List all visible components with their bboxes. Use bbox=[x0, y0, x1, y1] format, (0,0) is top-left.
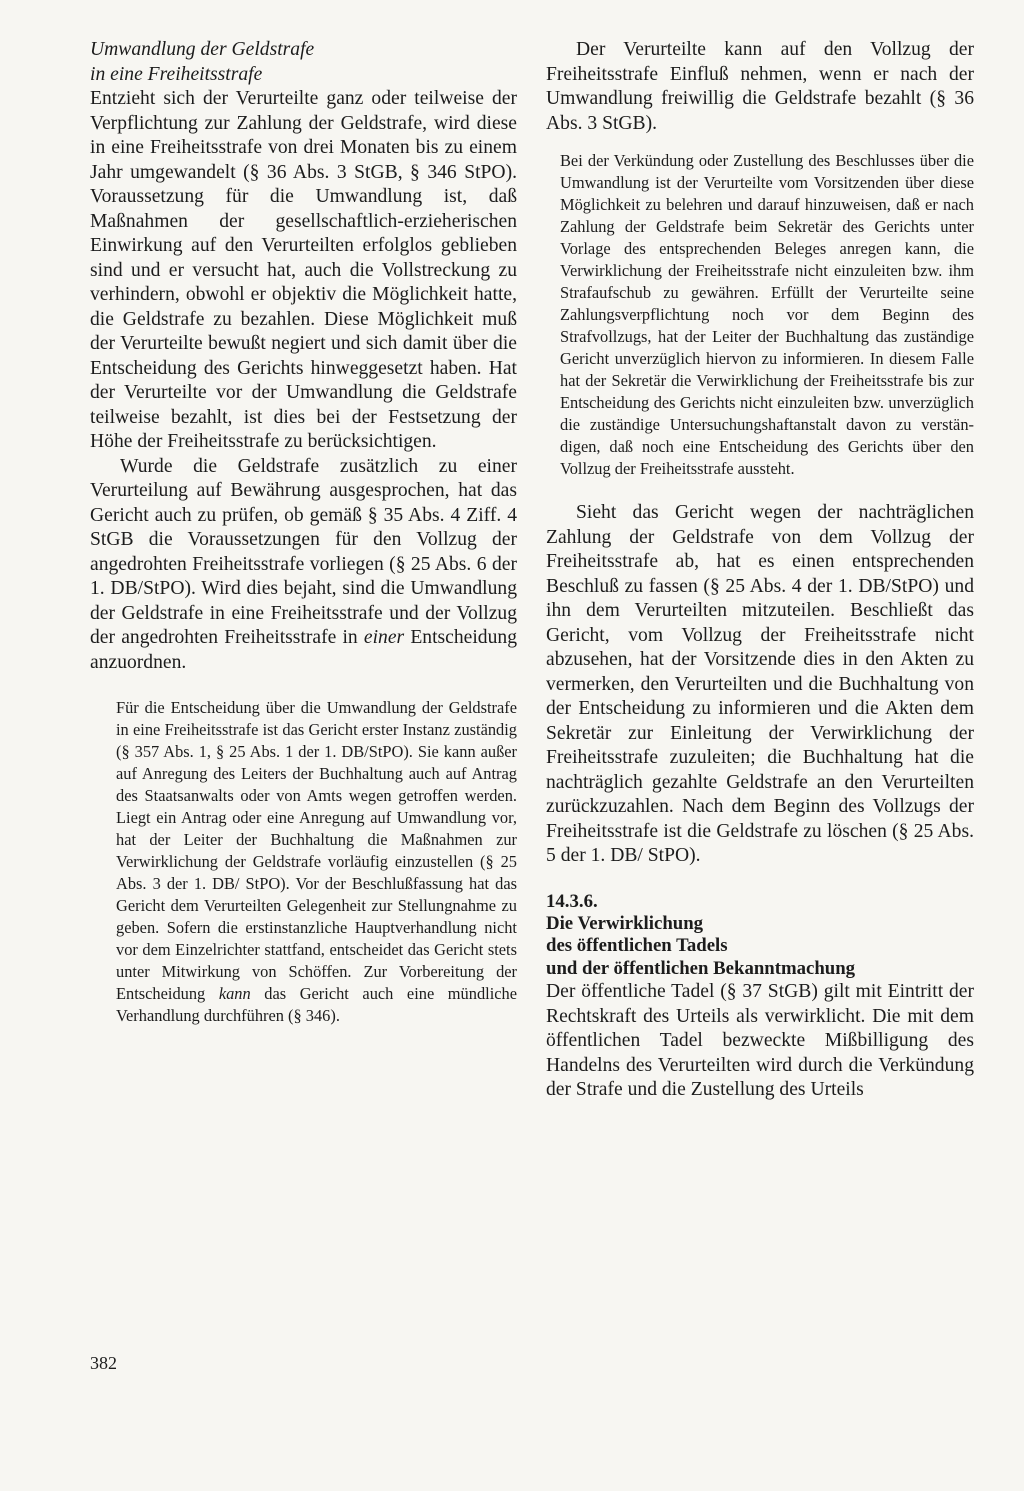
page-number: 382 bbox=[90, 1353, 117, 1373]
paragraph-probation-text-2: Entscheidung anzuordnen. bbox=[90, 627, 517, 673]
section-heading-line-2: in eine Freiheitsstrafe bbox=[90, 63, 263, 85]
note-competence-text-1: Für die Entscheidung über die Umwandlung der Geldstrafe in eine Freiheitsstrafe ist das Gericht erster Instanz zuständig (§ 357 Abs. 1, § 25 Abs. 1 der 1. DB/StPO). Sie kann außer auf Anregung des Leiters der Buchhaltung auch auf Antrag des Staatsanwalts oder von Amts wegen getroffen werden. Liegt ein Antrag oder eine Anregung auf Umwandlung vor, hat der Leiter der Buchhaltung die Maßnahmen zur Verwirklichung der Geldstrafe vorläufig einzustellen (§ 25 Abs. 3 der 1. DB/ StPO). Vor der Beschlußfassung hat das Gericht dem Verurteilten Gelegenheit zur Stellungnahme zu geben. Sofern die erstinstanzliche Hauptverhandlung nicht vor dem Einzelrichter stattfand, entscheidet das Gericht stets unter Mitwirkung von Schöffen. Zur Vorbereitung der Entscheidung bbox=[116, 698, 517, 1003]
note-competence bbox=[90, 697, 517, 1027]
paragraph-conversion-intro: Entzieht sich der Verurteilte ganz oder teilweise der Verpflichtung zur Zahlung der Geldstrafe, wird diese in eine Freiheitsstrafe von drei Monaten bis zu einem Jahr umgewandelt (§ 36 Abs. 3 StGB, § 346 StPO). Voraussetzung für die Umwandlung ist, daß Maßnahmen der gesellschaftlich-erzieherischen Einwirkung auf den Verurteilten erfolglos geblieben sind und er versucht hat, auch die Vollstreckung zu verhindern, obwohl er objektiv die Möglichkeit hatte, die Geldstrafe zu bezahlen. Diese Möglichkeit muß der Verurteilte bewußt negiert und sich damit über die Entscheidung des Gerichts hinweggesetzt haben. Hat der Verurteilte vor der Umwandlung die Geldstrafe teilweise bezahlt, ist dies bei der Festsetzung der Höhe der Freiheitsstrafe zu berücksichtigen. bbox=[90, 88, 517, 452]
paragraph-subsequent-payment: Sieht das Gericht wegen der nachträglichen Zahlung der Geldstrafe von dem Vollzug der Freiheitsstrafe ab, hat es einen entsprechenden Beschluß zu fassen (§ 25 Abs. 4 der 1. DB/StPO) und ihn dem Verurteilten mitzuteilen. Beschließt das Gericht, vom Vollzug der Freiheitsstrafe nicht abzusehen, hat der Vorsitzende dies in den Akten zu vermerken, den Verurteilten und die Buchhaltung von der Entscheidung zu informieren und die Akten dem Sekretär zur Einleitung der Verwirklichung der Freiheitsstrafe zuzuleiten; die Buchhaltung hat die nachträglich gezahlte Geldstrafe an den Verurteilten zurückzuzahlen. Nach dem Beginn des Vollzugs der Freiheitsstrafe ist die Geldstrafe zu löschen (§ 25 Abs. 5 der 1. DB/ StPO). bbox=[546, 502, 974, 866]
paragraph-public-reprimand: Der öffentliche Tadel (§ 37 StGB) gilt mit Eintritt der Rechtskraft des Urteils als verwirklicht. Die mit dem öffentlichen Tadel bezweckte Mißbilligung des Handelns des Verurteilten wird durch die Verkündung der Strafe und die Zustellung des Urteils bbox=[546, 981, 974, 1101]
left-column bbox=[90, 38, 517, 1027]
paragraph-probation bbox=[90, 455, 517, 676]
note-instruction: Bei der Verkündung oder Zustellung des Beschlusses über die Umwandlung ist der Verurteilte vom Vorsitzenden über diese Möglichkeit zu belehren und darauf hinzuweisen, daß er nach Zahlung der Geldstrafe beim Sekretär des Gerichts unter Vorlage des entsprechenden Beleges anregen kann, die Verwirklichung der Freiheitsstrafe nicht einzuleiten bzw. ihm Strafaufschub zu gewähren. Erfüllt der Verurteilte seine Zahlungsverpflichtung noch vor dem Beginn des Strafvollzugs, hat der Leiter der Buchhaltung das zuständige Gericht unverzüglich hiervon zu informieren. In diesem Falle hat der Sekretär die Verwirklichung der Freiheitsstrafe bis zur Entscheidung des Gerichts nicht einzuleiten bzw. unverzüglich die zuständige Untersuchungshaftanstalt davon zu verständigen, daß noch eine Entscheidung des Gerichts über den Vollzug der Freiheitsstrafe aussteht. bbox=[560, 151, 974, 478]
note-competence-emphasis: kann bbox=[218, 984, 251, 1003]
note-competence-text-2: das Gericht auch eine mündliche Verhandlung durchführen (§ 346). bbox=[116, 984, 517, 1025]
right-column bbox=[546, 38, 974, 1103]
paragraph-probation-emphasis: einer bbox=[363, 627, 405, 648]
section-title-line-1: Die Verwirklichung bbox=[546, 912, 704, 934]
paragraph-influence: Der Verurteilte kann auf den Vollzug der Freiheitsstrafe Einfluß nehmen, wenn er nach der Umwandlung freiwillig die Geldstrafe bezahlt (§ 36 Abs. 3 StGB). bbox=[546, 39, 974, 134]
section-heading-line-1: Umwandlung der Geldstrafe bbox=[90, 39, 315, 60]
paragraph-probation-text-1: Wurde die Geldstrafe zusätzlich zu einer Verurteilung auf Bewährung ausgesprochen, hat das Gericht auch zu prüfen, ob gemäß § 35 Abs. 4 Ziff. 4 StGB die Voraussetzungen für den Vollzug der angedrohten Freiheitsstrafe vorliegen (§ 25 Abs. 6 der 1. DB/StPO). Wird dies bejaht, sind die Umwandlung der Geldstrafe in eine Freiheitsstrafe und der Vollzug der angedrohten Freiheitsstrafe in bbox=[90, 455, 517, 648]
section-title-line-3: und der öffentlichen Bekanntmachung bbox=[546, 957, 856, 979]
section-number: 14.3.6. bbox=[546, 890, 598, 912]
section-title-line-2: des öffentlichen Tadels bbox=[546, 935, 728, 957]
